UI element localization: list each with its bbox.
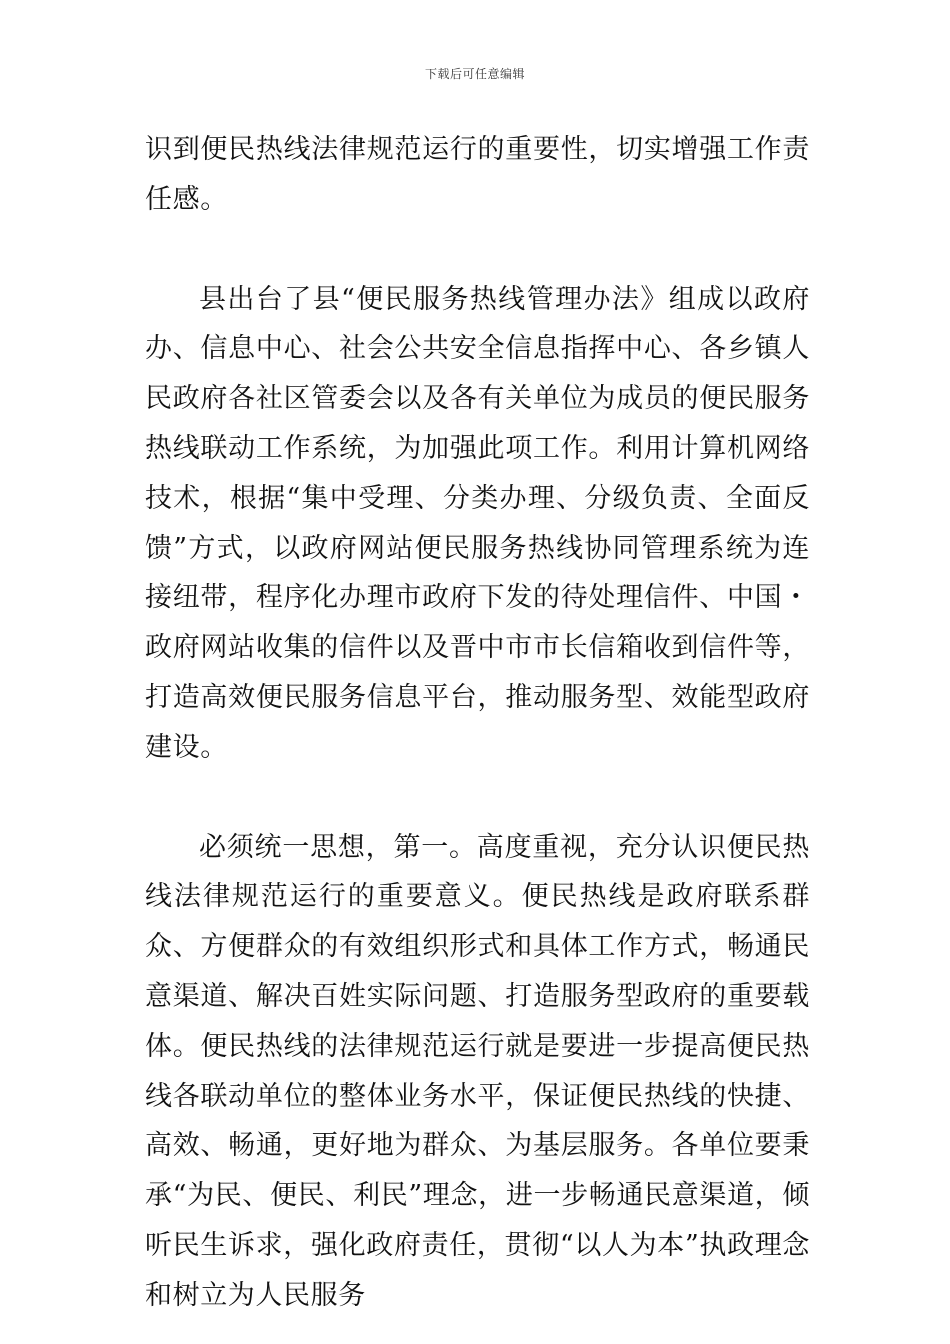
paragraph-continuation: 识到便民热线法律规范运行的重要性，切实增强工作责任感。 bbox=[145, 134, 810, 215]
paragraph-hotline-management: 县出台了县“便民服务热线管理办法》组成以政府办、信息中心、社会公共安全信息指挥中心、各乡镇人民政府各社区管委会以及各有关单位为成员的便民服务热线联动工作系统，为加强此项工作。利用计算机网络技术，根据“集中受理、分类办理、分级负责、全面反馈”方式，以政府网站便民服务热线协同管理系统为连接纽带，程序化办理市政府下发的待处理信件、中国・政府网站收集的信件以及晋中市市长信箱收到信件等，打造高效便民服务信息平台，推动服务型、效能型政府建设。 bbox=[145, 283, 810, 763]
header-note: 下载后可任意编辑 bbox=[424, 67, 525, 81]
document-body bbox=[145, 125, 810, 1321]
paragraph-unify-thinking: 必须统一思想，第一。高度重视，充分认识便民热线法律规范运行的重要意义。便民热线是政府联系群众、方便群众的有效组织形式和具体工作方式，畅通民意渠道、解决百姓实际问题、打造服务型政府的重要载体。便民热线的法律规范运行就是要进一步提高便民热线各联动单位的整体业务水平，保证便民热线的快捷、高效、畅通，更好地为群众、为基层服务。各单位要秉承“为民、便民、利民”理念，进一步畅通民意渠道，倾听民生诉求，强化政府责任，贯彻“以人为本”执政理念和树立为人民服务 bbox=[145, 831, 810, 1311]
